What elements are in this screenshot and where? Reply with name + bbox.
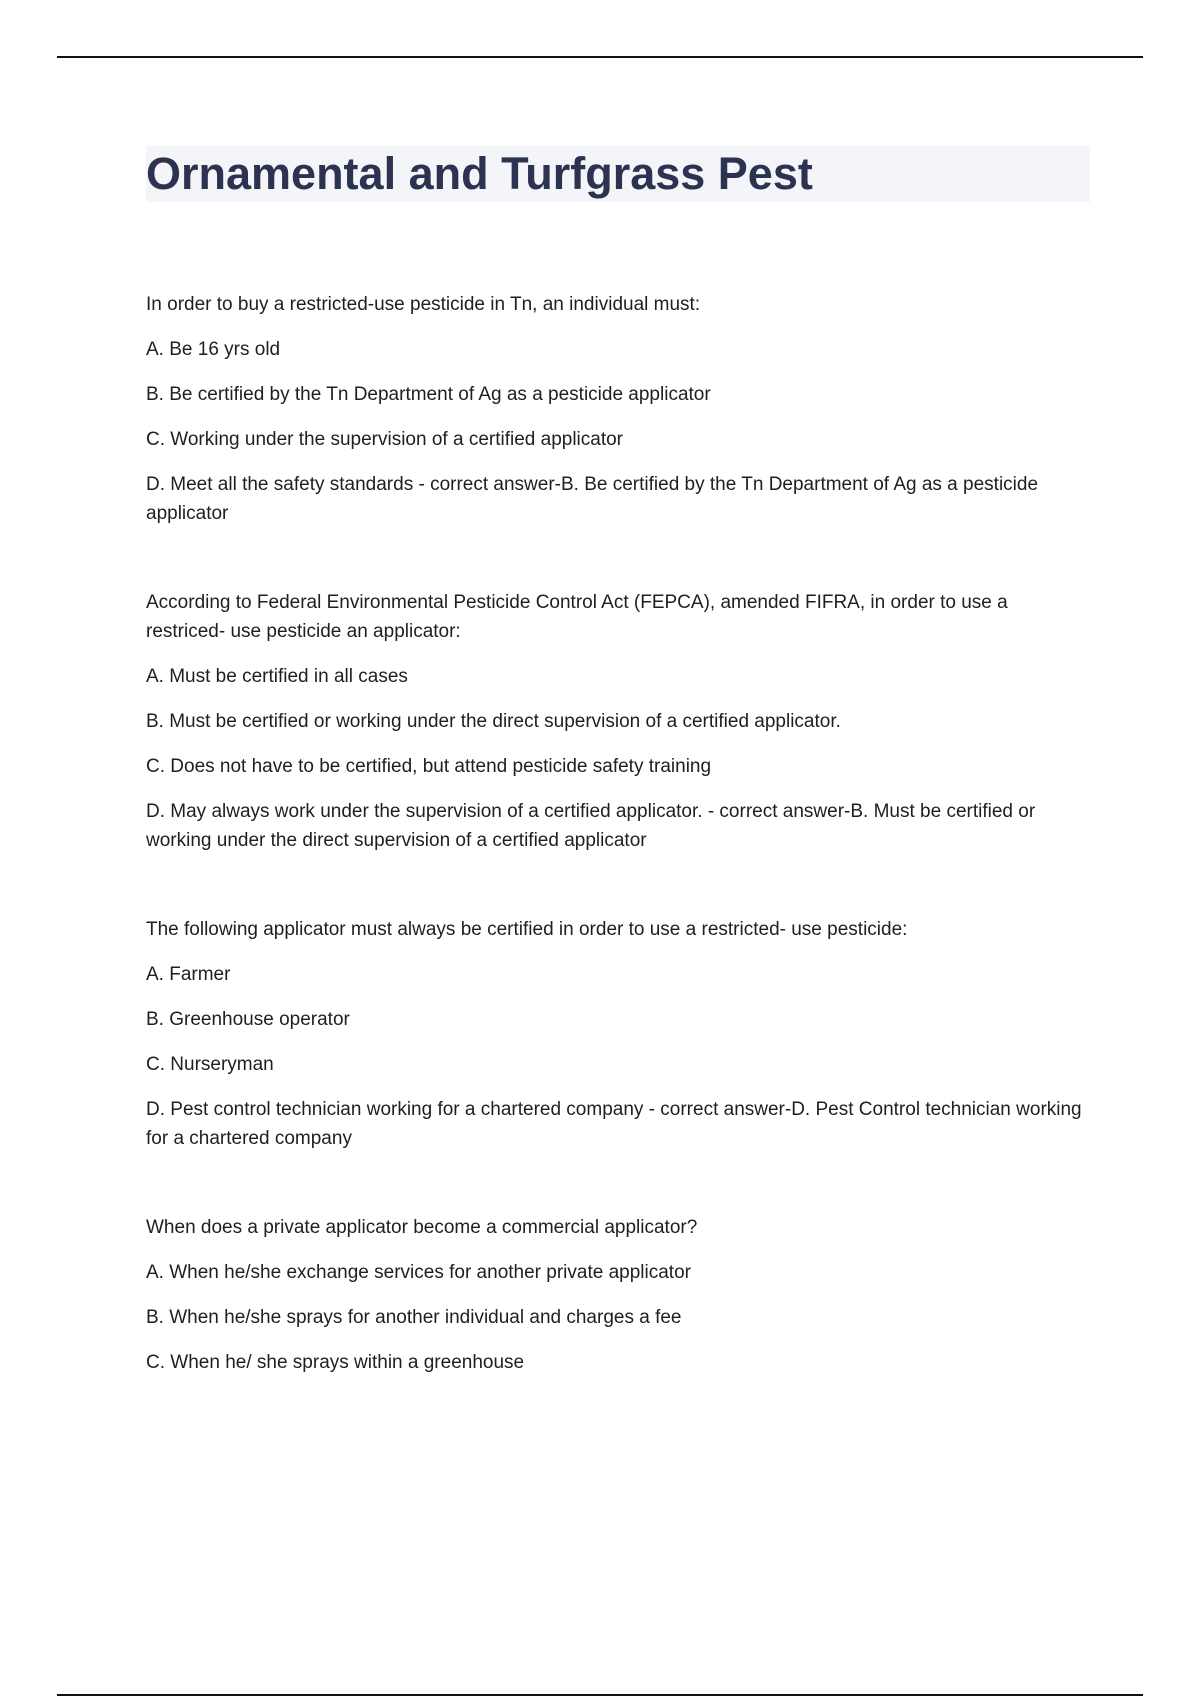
- answer-option: B. Greenhouse operator: [146, 1009, 350, 1030]
- question-block-1: [146, 290, 1090, 528]
- top-rule: [57, 56, 1143, 58]
- answer-option: B. Be certified by the Tn Department of Ag as a pesticide applicator: [146, 384, 711, 405]
- answer-option: D. May always work under the supervision of a certified applicator. - correct answer-B. Must be certified or working under the direct supervision of a certified applicator: [146, 801, 1036, 851]
- answer-option: A. Be 16 yrs old: [146, 339, 281, 360]
- bottom-rule: [57, 1694, 1143, 1696]
- page-title: Ornamental and Turfgrass Pest: [146, 148, 813, 199]
- answer-option: B. Must be certified or working under the direct supervision of a certified applicator.: [146, 711, 841, 732]
- answer-option: C. When he/ she sprays within a greenhouse: [146, 1352, 525, 1373]
- answer-option: A. Must be certified in all cases: [146, 666, 408, 687]
- question-list: [146, 290, 1090, 1377]
- answer-option: B. When he/she sprays for another individual and charges a fee: [146, 1307, 682, 1328]
- title-banner: [146, 146, 1090, 202]
- answer-option: C. Nurseryman: [146, 1054, 274, 1075]
- answer-option: D. Meet all the safety standards - correct answer-B. Be certified by the Tn Department of Ag as a pesticide applicator: [146, 474, 1039, 524]
- question-text: According to Federal Environmental Pesticide Control Act (FEPCA), amended FIFRA, in order to use a restriced- use pesticide an applicator:: [146, 592, 1008, 642]
- question-text: The following applicator must always be certified in order to use a restricted- use pesticide:: [146, 919, 908, 940]
- question-block-2: [146, 588, 1090, 855]
- answer-option: A. Farmer: [146, 964, 231, 985]
- question-text: In order to buy a restricted-use pesticide in Tn, an individual must:: [146, 294, 701, 315]
- answer-option: C. Working under the supervision of a certified applicator: [146, 429, 624, 450]
- document-body: [146, 146, 1090, 1437]
- question-block-4: [146, 1213, 1090, 1377]
- answer-option: C. Does not have to be certified, but attend pesticide safety training: [146, 756, 712, 777]
- question-block-3: [146, 915, 1090, 1153]
- answer-option: A. When he/she exchange services for another private applicator: [146, 1262, 691, 1283]
- question-text: When does a private applicator become a commercial applicator?: [146, 1217, 698, 1238]
- answer-option: D. Pest control technician working for a chartered company - correct answer-D. Pest Control technician working for a chartered company: [146, 1099, 1082, 1149]
